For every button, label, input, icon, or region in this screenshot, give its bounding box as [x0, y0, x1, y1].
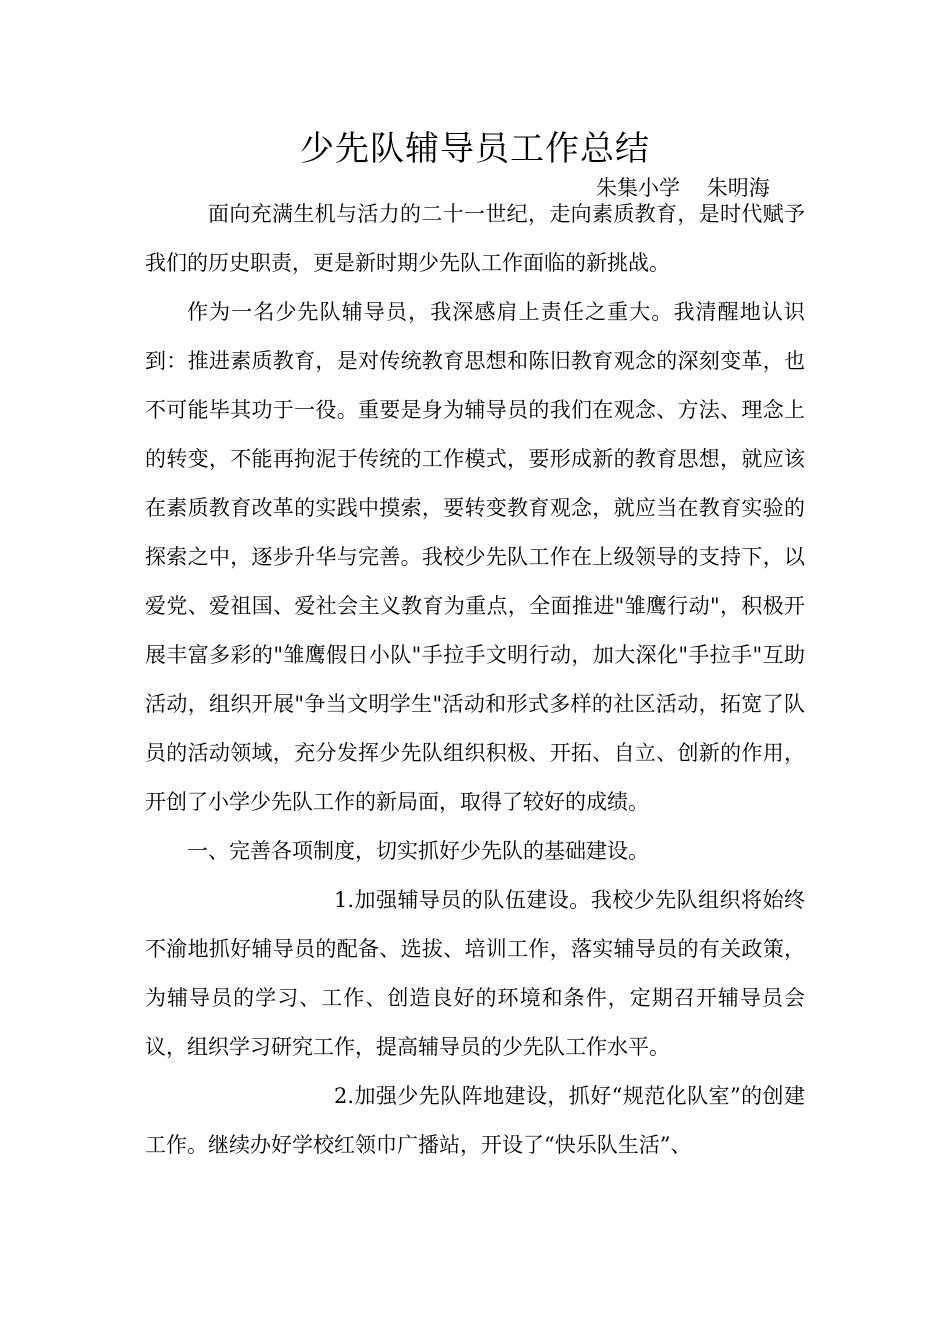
document-title: 少先队辅导员工作总结 [300, 129, 650, 169]
paragraph-item-1: 1.加强辅导员的队伍建设。我校少先队组织将始终不渝地抓好辅导员的配备、选拔、培训工作，落实辅导员的有关政策，为辅导员的学习、工作、创造良好的环境和条件，定期召开辅导员会议，组织学习研究工作，提高辅导员的少先队工作水平。 [145, 888, 805, 1059]
document-author: 朱集小学 朱明海 [596, 176, 770, 200]
document-body [145, 190, 805, 1170]
paragraph-intro: 面向充满生机与活力的二十一世纪，走向素质教育，是时代赋予我们的历史职责，更是新时期少先队工作面临的新挑战。 [145, 202, 805, 275]
paragraph-main: 作为一名少先队辅导员，我深感肩上责任之重大。我清醒地认识到：推进素质教育，是对传统教育思想和陈旧教育观念的深刻变革，也不可能毕其功于一役。重要是身为辅导员的我们在观念、方法、理念上的转变，不能再拘泥于传统的工作模式，要形成新的教育思想，就应该在素质教育改革的实践中摸索，要转变教育观念，就应当在教育实验的探索之中，逐步升华与完善。我校少先队工作在上级领导的支持下，以爱党、爱祖国、爱社会主义教育为重点，全面推进"雏鹰行动"，积极开展丰富多彩的"雏鹰假日小队"手拉手文明行动，加大深化"手拉手"互助活动，组织开展"争当文明学生"活动和形式多样的社区活动，拓宽了队员的活动领域，充分发挥少先队组织积极、开拓、自立、创新的作用，开创了小学少先队工作的新局面，取得了较好的成绩。 [145, 300, 805, 814]
section-heading-1: 一、完善各项制度，切实抓好少先队的基础建设。 [187, 839, 649, 863]
paragraph-item-2: 2.加强少先队阵地建设，抓好“规范化队室”的创建工作。继续办好学校红领巾广播站，开设了“快乐队生活”、 [145, 1084, 805, 1157]
